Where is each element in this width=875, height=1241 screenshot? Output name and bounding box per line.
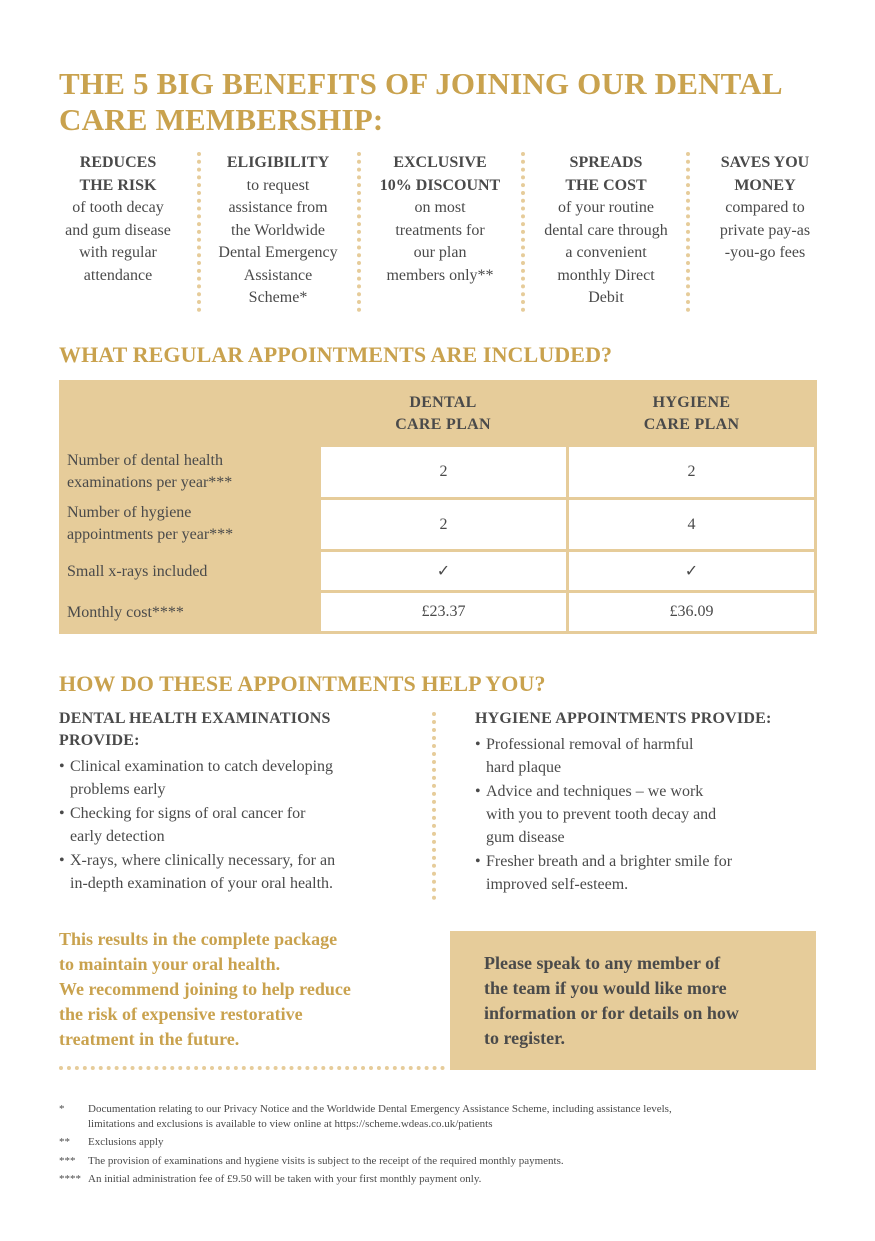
benefit-spreads-cost: [528, 152, 684, 310]
page-title-line: THE 5 BIG BENEFITS OF JOINING OUR DENTAL: [59, 66, 783, 101]
list-item: [59, 802, 404, 848]
list-item: [475, 780, 815, 849]
cell-hygiene-xrays-check: ✓: [569, 552, 814, 590]
footnote-text: Documentation relating to our Privacy Notice and the Worldwide Dental Emergency Assistance Scheme, including assistance levels,: [88, 1103, 672, 1115]
benefit-heading: THE RISK: [79, 176, 157, 194]
list-item-line: improved self-esteem.: [486, 876, 629, 893]
benefit-text: and gum disease: [65, 221, 171, 239]
cta-text: [484, 951, 804, 1051]
cell-dental-monthly-cost: £23.37: [321, 593, 566, 631]
list-item: [59, 755, 404, 801]
conclusion-line: to maintain your oral health.: [59, 954, 281, 974]
list-item-line: early detection: [70, 828, 165, 845]
conclusion-text: [59, 927, 439, 1052]
benefit-reduces-risk: [52, 152, 184, 287]
dental-provides-list: [59, 755, 404, 896]
heading-line: HYGIENE APPOINTMENTS PROVIDE:: [475, 710, 772, 727]
list-item-line: • X-rays, where clinically necessary, for an: [70, 852, 336, 869]
footnote-text: limitations and exclusions is available to view online at https://scheme.wdeas.co.uk/patients: [88, 1117, 493, 1130]
benefit-heading: EXCLUSIVE: [393, 154, 487, 171]
row-label-xrays: [67, 561, 207, 583]
conclusion-line: treatment in the future.: [59, 1029, 240, 1049]
benefit-text: members only**: [386, 266, 494, 284]
benefit-text: Scheme*: [248, 289, 308, 306]
conclusion-line: We recommend joining to help reduce: [59, 979, 351, 999]
benefit-eligibility: [202, 152, 354, 310]
cell-hygiene-hygiene-appointments: 4: [569, 500, 814, 549]
cell-dental-hygiene-appointments: 2: [321, 500, 566, 549]
list-item-line: • Advice and techniques – we work: [486, 783, 704, 800]
conclusion-line: This results in the complete package: [59, 929, 338, 949]
benefit-text: with regular: [79, 244, 157, 261]
benefit-text: our plan: [413, 244, 467, 261]
cta-box: [450, 931, 816, 1070]
column-header-line: CARE PLAN: [395, 416, 491, 433]
column-header-line: DENTAL: [409, 394, 477, 411]
hygiene-provides-heading: [475, 708, 772, 730]
footnote: [59, 1172, 819, 1187]
column-header-line: CARE PLAN: [643, 416, 740, 433]
benefit-heading: 10% DISCOUNT: [379, 176, 501, 194]
cell-dental-xrays-check: ✓: [321, 552, 566, 590]
footnote-text: The provision of examinations and hygiene visits is subject to the receipt of the required monthly payments.: [88, 1154, 564, 1167]
footnote-mark: *: [59, 1103, 65, 1115]
list-item-line: • Clinical examination to catch developing: [70, 758, 334, 775]
row-label-hygiene-appointments: [67, 502, 233, 546]
row-label-line: examinations per year***: [67, 474, 233, 491]
footnote: [59, 1154, 819, 1169]
list-item-line: • Professional removal of harmful: [486, 736, 694, 753]
row-label-line: Small x-rays included: [67, 563, 208, 580]
list-item-line: with you to prevent tooth decay and: [486, 806, 717, 823]
benefit-heading: REDUCES: [79, 154, 157, 171]
footnote-mark: **: [59, 1136, 70, 1148]
list-item-line: problems early: [70, 781, 166, 798]
section-heading-help: HOW DO THESE APPOINTMENTS HELP YOU?: [59, 671, 546, 696]
divider: [432, 712, 436, 900]
benefit-text: treatments for: [395, 221, 485, 239]
benefits-row: [52, 152, 822, 312]
footnote-mark: ****: [59, 1173, 81, 1185]
benefit-heading: SAVES YOU: [720, 154, 810, 171]
benefit-text: dental care through: [544, 221, 668, 239]
cell-dental-examinations: 2: [321, 447, 566, 497]
benefit-saves-money: [704, 152, 826, 265]
row-label-line: Number of dental health: [67, 452, 223, 469]
heading-line: DENTAL HEALTH EXAMINATIONS: [59, 710, 331, 727]
row-label-examinations: [67, 450, 232, 494]
cell-hygiene-monthly-cost: £36.09: [569, 593, 814, 631]
row-label-line: Monthly cost****: [67, 604, 184, 621]
benefit-text: private pay-as: [719, 221, 811, 239]
benefit-text: assistance from: [228, 199, 328, 216]
section-heading-appointments: WHAT REGULAR APPOINTMENTS ARE INCLUDED?: [59, 342, 613, 367]
benefit-text: of tooth decay: [72, 199, 164, 216]
footnotes: [59, 1102, 819, 1191]
list-item: [475, 850, 815, 896]
cell-hygiene-examinations: 2: [569, 447, 814, 497]
row-label-line: Number of hygiene: [67, 504, 192, 521]
benefit-text: to request: [246, 176, 310, 194]
list-item-line: • Fresher breath and a brighter smile for: [486, 853, 733, 870]
benefit-discount: [365, 152, 515, 287]
footnote: [59, 1135, 819, 1150]
cta-line: the team if you would like more: [484, 978, 727, 998]
list-item: [59, 849, 404, 895]
row-label-line: appointments per year***: [67, 526, 234, 543]
footnote-mark: ***: [59, 1154, 76, 1167]
plan-table: [59, 380, 817, 634]
page-title-line: CARE MEMBERSHIP:: [59, 102, 384, 137]
list-item-line: gum disease: [486, 829, 565, 846]
column-header-hygiene: [568, 392, 815, 436]
footnote-text: Exclusions apply: [88, 1136, 164, 1148]
footnote: [59, 1102, 819, 1131]
list-item-line: hard plaque: [486, 759, 562, 776]
cta-line: information or for details on how: [484, 1003, 739, 1023]
divider: [59, 1066, 445, 1070]
benefit-text: a convenient: [565, 244, 647, 261]
hygiene-provides-list: [475, 733, 815, 897]
footnote-text: An initial administration fee of £9.50 will be taken with your first monthly payment only.: [88, 1173, 482, 1185]
benefit-text: of your routine: [558, 199, 654, 216]
benefit-text: compared to: [725, 199, 805, 216]
dental-provides-heading: [59, 708, 331, 752]
benefit-text: the Worldwide: [231, 221, 325, 239]
list-item-line: • Checking for signs of oral cancer for: [70, 805, 306, 822]
row-label-monthly-cost: [67, 602, 184, 624]
benefit-text: monthly Direct: [557, 266, 655, 284]
page-title: [59, 66, 819, 138]
cta-line: Please speak to any member of: [484, 953, 721, 973]
benefit-heading: ELIGIBILITY: [226, 154, 330, 171]
benefit-text: attendance: [83, 266, 153, 284]
benefit-text: Dental Emergency: [218, 244, 338, 261]
benefit-text: on most: [414, 199, 466, 216]
benefit-heading: SPREADS: [569, 154, 643, 171]
column-header-dental: [320, 392, 566, 436]
benefit-text: Assistance: [243, 266, 313, 284]
list-item: [475, 733, 815, 779]
column-header-line: HYGIENE: [652, 394, 731, 411]
benefit-text: Debit: [588, 289, 624, 306]
conclusion-line: the risk of expensive restorative: [59, 1004, 303, 1024]
cta-line: to register.: [484, 1028, 565, 1048]
benefit-text: -you-go fees: [724, 244, 806, 261]
benefit-heading: THE COST: [565, 176, 647, 194]
benefit-heading: MONEY: [734, 176, 796, 194]
heading-line: PROVIDE:: [59, 732, 140, 749]
list-item-line: in-depth examination of your oral health.: [70, 875, 334, 892]
